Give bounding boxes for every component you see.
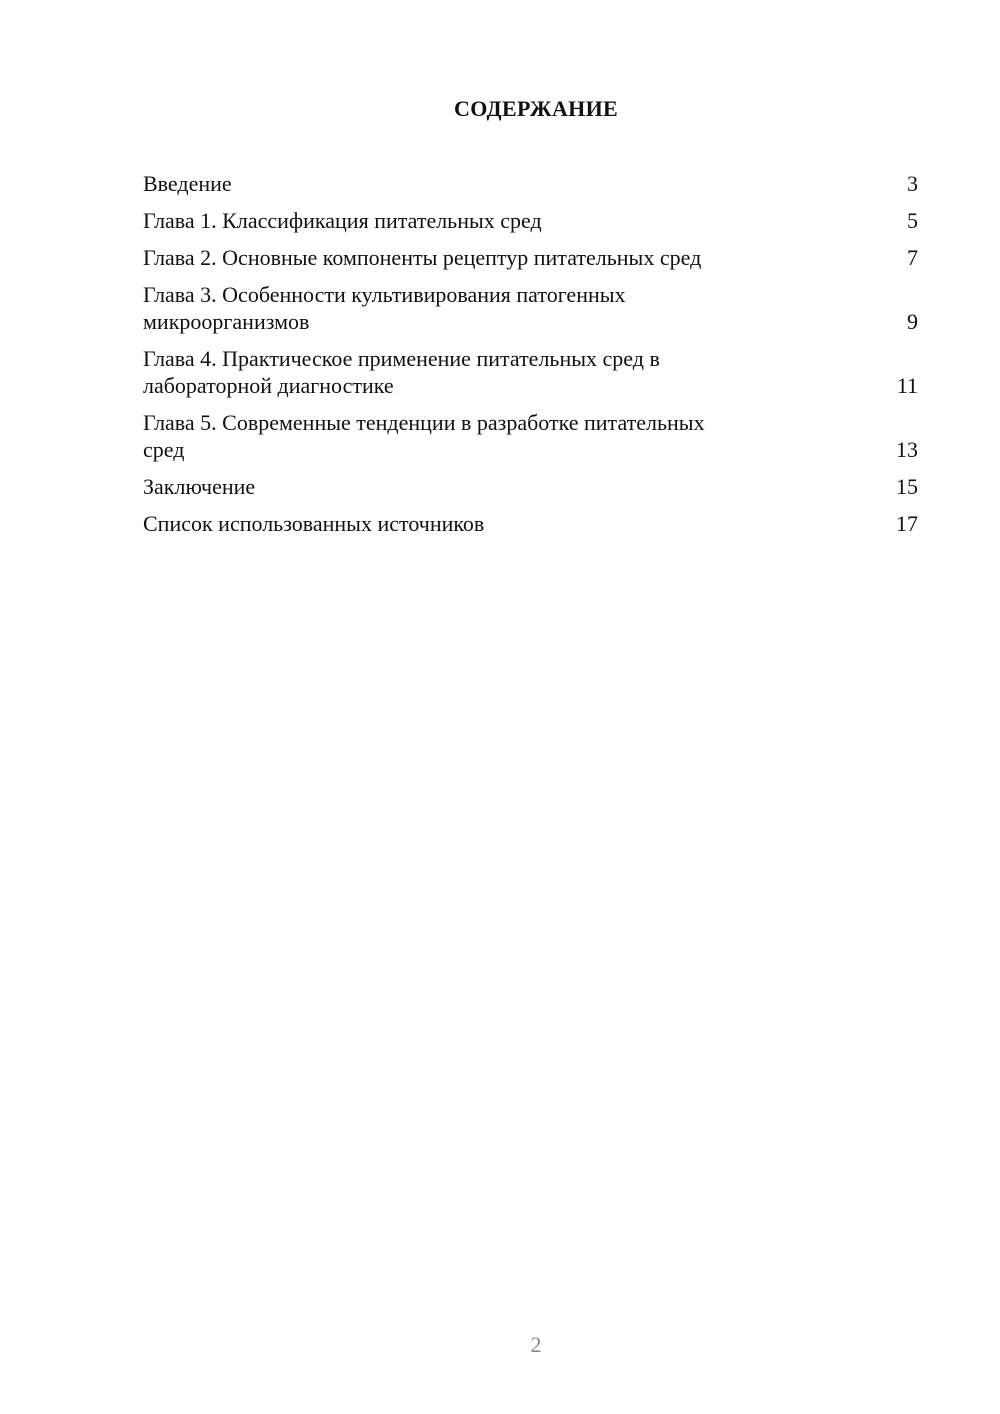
toc-entry-text: Введение — [143, 171, 232, 196]
toc-entry-page: 3 — [907, 171, 918, 196]
toc-entry-text: Глава 3. Особенности культивирования патогенных микроорганизмов — [143, 282, 626, 334]
table-of-contents — [143, 170, 918, 547]
toc-entry-chapter-2 — [143, 244, 918, 271]
toc-entry-text: Глава 4. Практическое применение питательных сред в лабораторной диагностике — [143, 346, 660, 398]
toc-entry-page: 9 — [907, 309, 918, 334]
toc-entry-page: 7 — [907, 245, 918, 270]
toc-entry-page: 5 — [907, 208, 918, 233]
page-number: 2 — [530, 1332, 542, 1357]
toc-entry-text: Глава 5. Современные тенденции в разработке питательных сред — [143, 410, 705, 462]
toc-entry-text: Список использованных источников — [143, 511, 485, 536]
toc-entry-page: 17 — [896, 511, 918, 536]
page-title: СОДЕРЖАНИЕ — [454, 96, 618, 121]
toc-entry-chapter-5 — [143, 409, 918, 463]
toc-entry-page: 11 — [896, 373, 918, 398]
toc-entry-references — [143, 510, 918, 537]
toc-entry-chapter-3 — [143, 281, 918, 335]
toc-entry-text: Глава 1. Классификация питательных сред — [143, 208, 542, 233]
toc-entry-conclusion — [143, 473, 918, 500]
toc-entry-page: 15 — [896, 474, 918, 499]
toc-entry-text: Заключение — [143, 474, 256, 499]
toc-entry-chapter-4 — [143, 345, 918, 399]
toc-entry-chapter-1 — [143, 207, 918, 234]
toc-entry-introduction — [143, 170, 918, 197]
toc-entry-text: Глава 2. Основные компоненты рецептур питательных сред — [143, 245, 702, 270]
toc-entry-page: 13 — [896, 437, 918, 462]
